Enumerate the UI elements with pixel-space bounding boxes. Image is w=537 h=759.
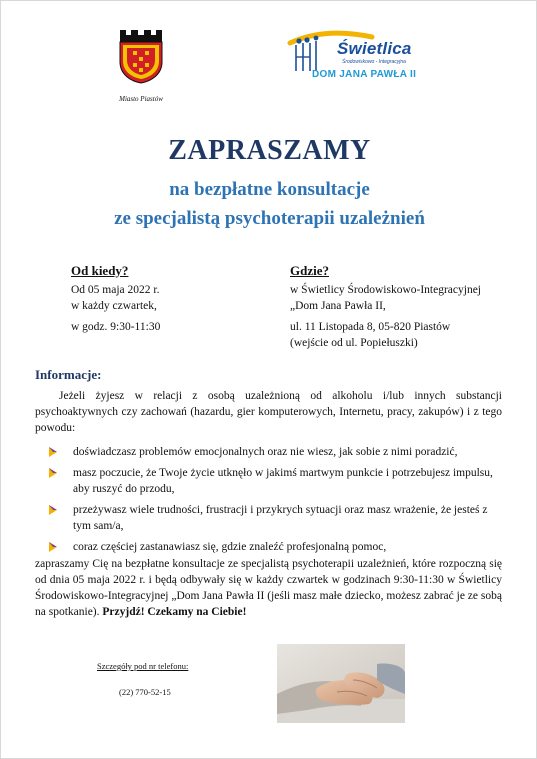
bullet-text: przeżywasz wiele trudności, frustracji i przykrych sytuacji oraz masz wrażenie, że jesteś z tym sam/a,: [73, 504, 488, 532]
logo-subtitle: Środowiskowo - Integracyjna: [342, 59, 406, 65]
info-closing: [35, 556, 502, 620]
closing-bold-text: Przyjdź! Czekamy na Ciebie!: [102, 606, 247, 618]
subtitle-line-1: na bezpłatne konsultacje: [169, 179, 370, 200]
info-heading: Informacje:: [35, 367, 102, 382]
when-section: [71, 263, 160, 335]
bullet-text: masz poczucie, że Twoje życie utknęło w jakimś martwym punkcie i potrzebujesz impulsu, aby ruszyć do przodu,: [73, 467, 493, 495]
arrow-bullet-icon: [47, 504, 59, 516]
where-line-4: (wejście od ul. Popiełuszki): [290, 337, 418, 349]
info-bullet-list: [47, 444, 502, 560]
arrow-bullet-icon: [47, 467, 59, 479]
where-line-3: ul. 11 Listopada 8, 05-820 Piastów: [290, 321, 451, 333]
info-intro: Jeżeli żyjesz w relacji z osobą uzależnioną od alkoholu i/lub innych substancji psychoaktywnych czy zachowań (hazardu, gier komputerowych, Internetu, pracy, zakupów) i z tego powodu:: [35, 390, 502, 434]
closing-text: zapraszamy Cię na bezpłatne konsultacje ze specjalistą psychoterapii uzależnień, które rozpoczną się od dnia 05 maja 2022 r. i będą odbywały się w każdy czwartek w godzinach 9:30-11:30 w Świetlicy Środowiskowo-Integracyjnej „Dom Jana Pawła II (jeśli masz małe dziecko, możesz zabrać je ze sobą na spotkanie).: [35, 558, 502, 618]
where-line-2: „Dom Jana Pawła II,: [290, 300, 386, 312]
contact-label: Szczegóły pod nr telefonu:: [97, 661, 189, 671]
where-heading: Gdzie?: [290, 263, 329, 278]
logo-name: Świetlica: [337, 39, 412, 58]
list-item: [47, 444, 502, 460]
logo-dom: DOM JANA PAWŁA II: [312, 69, 417, 80]
where-section: [290, 263, 481, 351]
when-line-3: w godz. 9:30-11:30: [71, 321, 161, 333]
when-line-1: Od 05 maja 2022 r.: [71, 284, 160, 296]
list-item: [47, 465, 502, 497]
when-line-2: w każdy czwartek,: [71, 300, 157, 312]
contact-phone: (22) 770-52-15: [119, 687, 171, 697]
where-line-1: w Świetlicy Środowiskowo-Integracyjnej: [290, 284, 481, 296]
page-title: ZAPRASZAMY: [168, 135, 371, 166]
bullet-text: coraz częściej zastanawiasz się, gdzie znaleźć profesjonalną pomoc,: [73, 541, 387, 553]
arrow-bullet-icon: [47, 541, 59, 553]
list-item: [47, 539, 502, 555]
city-crest-icon: [116, 26, 166, 84]
list-item: [47, 502, 502, 534]
subtitle-line-2: ze specjalistą psychoterapii uzależnień: [114, 208, 425, 229]
bullet-text: doświadczasz problemów emocjonalnych oraz nie wiesz, jak sobie z nimi poradzić,: [73, 446, 458, 458]
arrow-bullet-icon: [47, 446, 59, 458]
when-heading: Od kiedy?: [71, 263, 129, 278]
hands-photo: [277, 644, 405, 723]
crest-caption: Miasto Piastów: [119, 95, 163, 103]
